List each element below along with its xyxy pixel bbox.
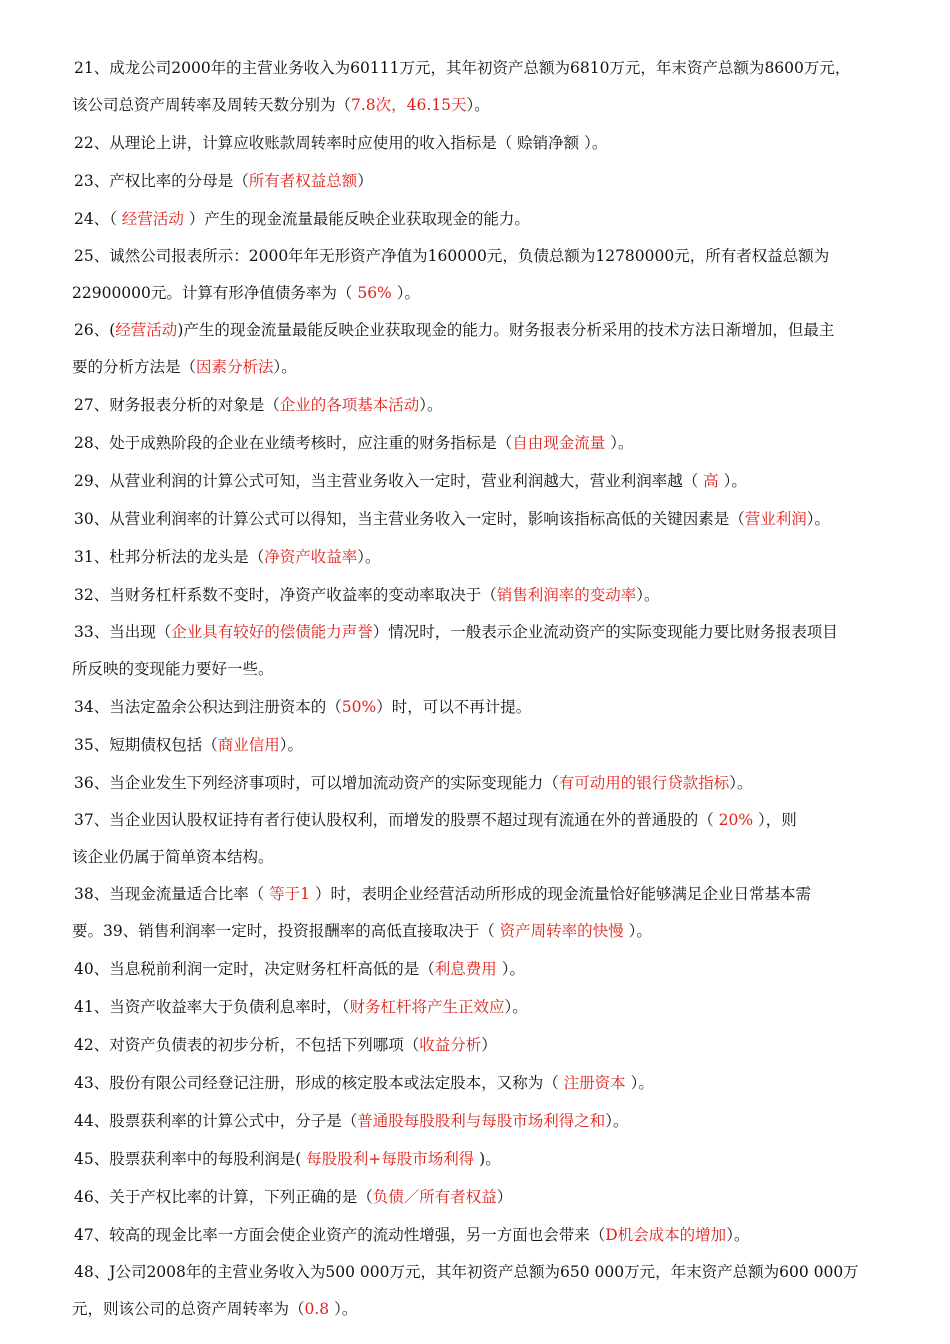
answer-text: 56% [357,284,392,302]
question-line [74,1178,910,1216]
question-text: ） [496,1188,513,1206]
question-text: 、股票获利率中的每股利润是( [93,1150,307,1168]
answer-text: 资产周转率的快慢 [499,922,624,940]
question-line [74,1064,910,1102]
question-number: 31 [74,548,94,566]
question-text: ）情况时，一般表示企业流动资产的实际变现能力要比财务报表项目 [372,623,838,641]
question-44 [74,1102,910,1140]
question-text: ）。 [496,960,525,978]
question-line [74,764,910,802]
question-text: 、财务报表分析的对象是（ [93,396,280,414]
answer-text: 0.8 [304,1300,330,1318]
question-line [74,200,910,238]
question-line [74,950,910,988]
answer-text: 因素分析法 [196,358,274,376]
answer-text: 每股股利+每股市场利得 [306,1150,475,1168]
question-text: ）。 [729,774,753,792]
question-30 [74,500,910,538]
question-40 [74,950,910,988]
question-text: )。 [474,1150,501,1168]
question-continuation-line [72,87,910,124]
question-text: 元，则该公司的总资产周转率为（ [72,1300,305,1318]
answer-text: 销售利润率的变动率 [496,586,637,604]
answer-text: 20% [718,811,754,829]
answer-text: 50% [341,698,377,716]
question-text: ）。 [636,586,660,604]
question-27 [74,386,910,424]
question-line [74,50,910,87]
question-line [74,500,910,538]
question-text: 、从理论上讲，计算应收账款周转率时应使用的收入指标是（ 赊销净额 ）。 [93,134,608,152]
answer-text: 营业利润 [744,510,807,528]
question-text: 、当法定盈余公积达到注册资本的（ [93,698,342,716]
question-line [74,576,910,614]
question-45 [74,1140,910,1178]
answer-text: 经营活动 [115,321,178,339]
question-line [74,876,910,913]
question-number: 28 [74,434,94,452]
question-text: 、较高的现金比率一方面会使企业资产的流动性增强，另一方面也会带来（ [93,1226,606,1244]
question-line [74,688,910,726]
question-text: )产生的现金流量最能反映企业获取现金的能力。财务报表分析采用的技术方法日渐增加，但最主 [177,321,835,339]
question-number: 43 [74,1074,94,1092]
question-number: 25 [74,247,94,265]
answer-text: 企业具有较好的偿债能力声誉 [171,623,373,641]
question-line [74,424,910,462]
question-line [74,802,910,839]
answer-text: 普通股每股股利与每股市场利得之和 [357,1112,606,1130]
question-32 [74,576,910,614]
question-text: ）。 [466,96,490,114]
question-line [74,312,910,349]
question-number: 46 [74,1188,94,1206]
question-text: ）。 [718,472,747,490]
answer-text: 所有者权益总额 [248,172,358,190]
question-25 [74,238,910,312]
answer-text: 高 [703,472,719,490]
question-line [74,1102,910,1140]
question-continuation-line [72,913,910,950]
question-number: 37 [74,811,94,829]
question-text: 、（ [93,210,122,228]
question-text: ）时，可以不再计提。 [376,698,532,716]
question-text: ）。 [279,736,304,754]
question-number: 30 [74,510,94,528]
question-43 [74,1064,910,1102]
question-text: 、处于成熟阶段的企业在业绩考核时，应注重的财务指标是（ [93,434,513,452]
question-text: 、从营业利润率的计算公式可以得知，当主营业务收入一定时，影响该指标高低的关键因素是（ [93,510,745,528]
question-continuation-line [72,651,910,688]
question-number: 36 [74,774,94,792]
question-text: ）。 [504,998,528,1016]
question-text: ）。 [605,434,634,452]
question-number: 26 [74,321,94,339]
question-number: 38 [74,885,94,903]
question-continuation-line [72,839,910,876]
question-31 [74,538,910,576]
question-35 [74,726,910,764]
question-text: 、当现金流量适合比率（ [93,885,270,903]
question-continuation-line [72,349,910,386]
question-number: 35 [74,736,94,754]
question-21 [74,50,910,124]
answer-text: 7.8次，46.15天 [351,96,467,114]
question-text: ）。 [623,922,652,940]
question-line [74,988,910,1026]
question-text: 、产权比率的分母是（ [93,172,249,190]
question-text: ）。 [806,510,831,528]
question-number: 45 [74,1150,94,1168]
question-text: 、股份有限公司经登记注册，形成的核定股本或法定股本，又称为（ [93,1074,564,1092]
question-42 [74,1026,910,1064]
question-number: 44 [74,1112,94,1130]
question-number: 29 [74,472,94,490]
question-line [74,538,910,576]
question-text: 该企业仍属于简单资本结构。 [72,848,274,866]
question-number: 40 [74,960,94,978]
question-number: 23 [74,172,94,190]
question-34 [74,688,910,726]
question-text: 、当出现（ [93,623,172,641]
question-text: ）。 [605,1112,629,1130]
question-text: 、杜邦分析法的龙头是（ [93,548,265,566]
question-text: 、从营业利润的计算公式可知，当主营业务收入一定时，营业利润越大，营业利润率越（ [93,472,704,490]
question-text: ） [357,172,373,190]
answer-text: 利息费用 [434,960,497,978]
question-number: 22 [74,134,94,152]
question-22 [74,124,910,162]
question-text: ）。 [329,1300,358,1318]
question-text: 要的分析方法是（ [72,358,197,376]
question-text: ）。 [419,396,443,414]
question-text: 、成龙公司2000年的主营业务收入为60111万元，其年初资产总额为6810万元，年末资产总额为8600万元， [93,59,851,77]
question-46 [74,1178,910,1216]
question-text: 、( [93,321,116,339]
question-line [74,386,910,424]
question-line [74,238,910,275]
question-text: ）。 [273,358,297,376]
question-text: 、当息税前利润一定时，决定财务杠杆高低的是（ [93,960,435,978]
answer-text: 商业信用 [217,736,280,754]
question-37 [74,802,910,876]
question-26 [74,312,910,386]
question-text: 、当资产收益率大于负债利息率时，（ [93,998,350,1016]
question-text: 、短期债权包括（ [93,736,218,754]
question-41 [74,988,910,1026]
question-text: ）。 [726,1226,750,1244]
question-line [74,462,910,500]
question-line [74,1026,910,1064]
question-text: 、对资产负债表的初步分析，不包括下列哪项（ [93,1036,420,1054]
question-text: 、当企业因认股权证持有者行使认股权利，而增发的股票不超过现有流通在外的普通股的（ [93,811,719,829]
question-38 [74,876,910,950]
question-number: 42 [74,1036,94,1054]
question-48 [74,1254,910,1328]
question-text: 、股票获利率的计算公式中，分子是（ [93,1112,358,1130]
question-line [74,726,910,764]
question-number: 41 [74,998,94,1016]
answer-text: 企业的各项基本活动 [279,396,420,414]
question-line [74,124,910,162]
question-text: ）产生的现金流量最能反映企业获取现金的能力。 [183,210,530,228]
question-23 [74,162,910,200]
question-number: 27 [74,396,94,414]
question-number: 24 [74,210,94,228]
question-29 [74,462,910,500]
question-line [74,1216,910,1254]
answer-text: 收益分析 [419,1036,482,1054]
question-number: 47 [74,1226,94,1244]
question-number: 32 [74,586,94,604]
answer-text: 财务杠杆将产生正效应 [349,998,505,1016]
question-continuation-line [72,275,910,312]
question-text: 该公司总资产周转率及周转天数分别为（ [72,96,352,114]
question-text: 、J公司2008年的主营业务收入为500 000万元，其年初资产总额为650 000万元，年末资产总额为600 000万 [93,1263,859,1281]
answer-text: 有可动用的银行贷款指标 [558,774,730,792]
question-text: 要。39、销售利润率一定时，投资报酬率的高低直接取决于（ [72,922,500,940]
question-continuation-line [72,1291,910,1328]
question-line [74,614,910,651]
question-text: ）。 [357,548,381,566]
question-list [74,50,910,1328]
answer-text: 自由现金流量 [512,434,606,452]
answer-text: 净资产收益率 [264,548,358,566]
question-number: 33 [74,623,94,641]
answer-text: 注册资本 [563,1074,626,1092]
answer-text: 负债／所有者权益 [372,1188,497,1206]
question-36 [74,764,910,802]
question-text: 、当企业发生下列经济事项时，可以增加流动资产的实际变现能力（ [93,774,559,792]
question-33 [74,614,910,688]
question-47 [74,1216,910,1254]
question-28 [74,424,910,462]
question-line [74,162,910,200]
question-text: ） [481,1036,497,1054]
answer-text: D机会成本的增加 [605,1226,727,1244]
question-text: ）。 [625,1074,654,1092]
answer-text: 等于1 [269,885,311,903]
question-line [74,1140,910,1178]
question-text: 、当财务杠杆系数不变时，净资产收益率的变动率取决于（ [93,586,497,604]
question-number: 34 [74,698,94,716]
question-text: ），则 [753,811,797,829]
answer-text: 经营活动 [121,210,184,228]
question-text: 22900000元。计算有形净值债务率为（ [72,284,358,302]
question-24 [74,200,910,238]
question-line [74,1254,910,1291]
question-text: ）。 [391,284,420,302]
question-number: 48 [74,1263,94,1281]
question-text: 、关于产权比率的计算，下列正确的是（ [93,1188,373,1206]
question-text: 所反映的变现能力要好一些。 [72,660,274,678]
question-text: 、诚然公司报表所示：2000年年无形资产净值为160000元，负债总额为12780000元，所有者权益总额为 [93,247,830,265]
question-text: ）时，表明企业经营活动所形成的现金流量恰好能够满足企业日常基本需 [310,885,811,903]
question-number: 21 [74,59,94,77]
